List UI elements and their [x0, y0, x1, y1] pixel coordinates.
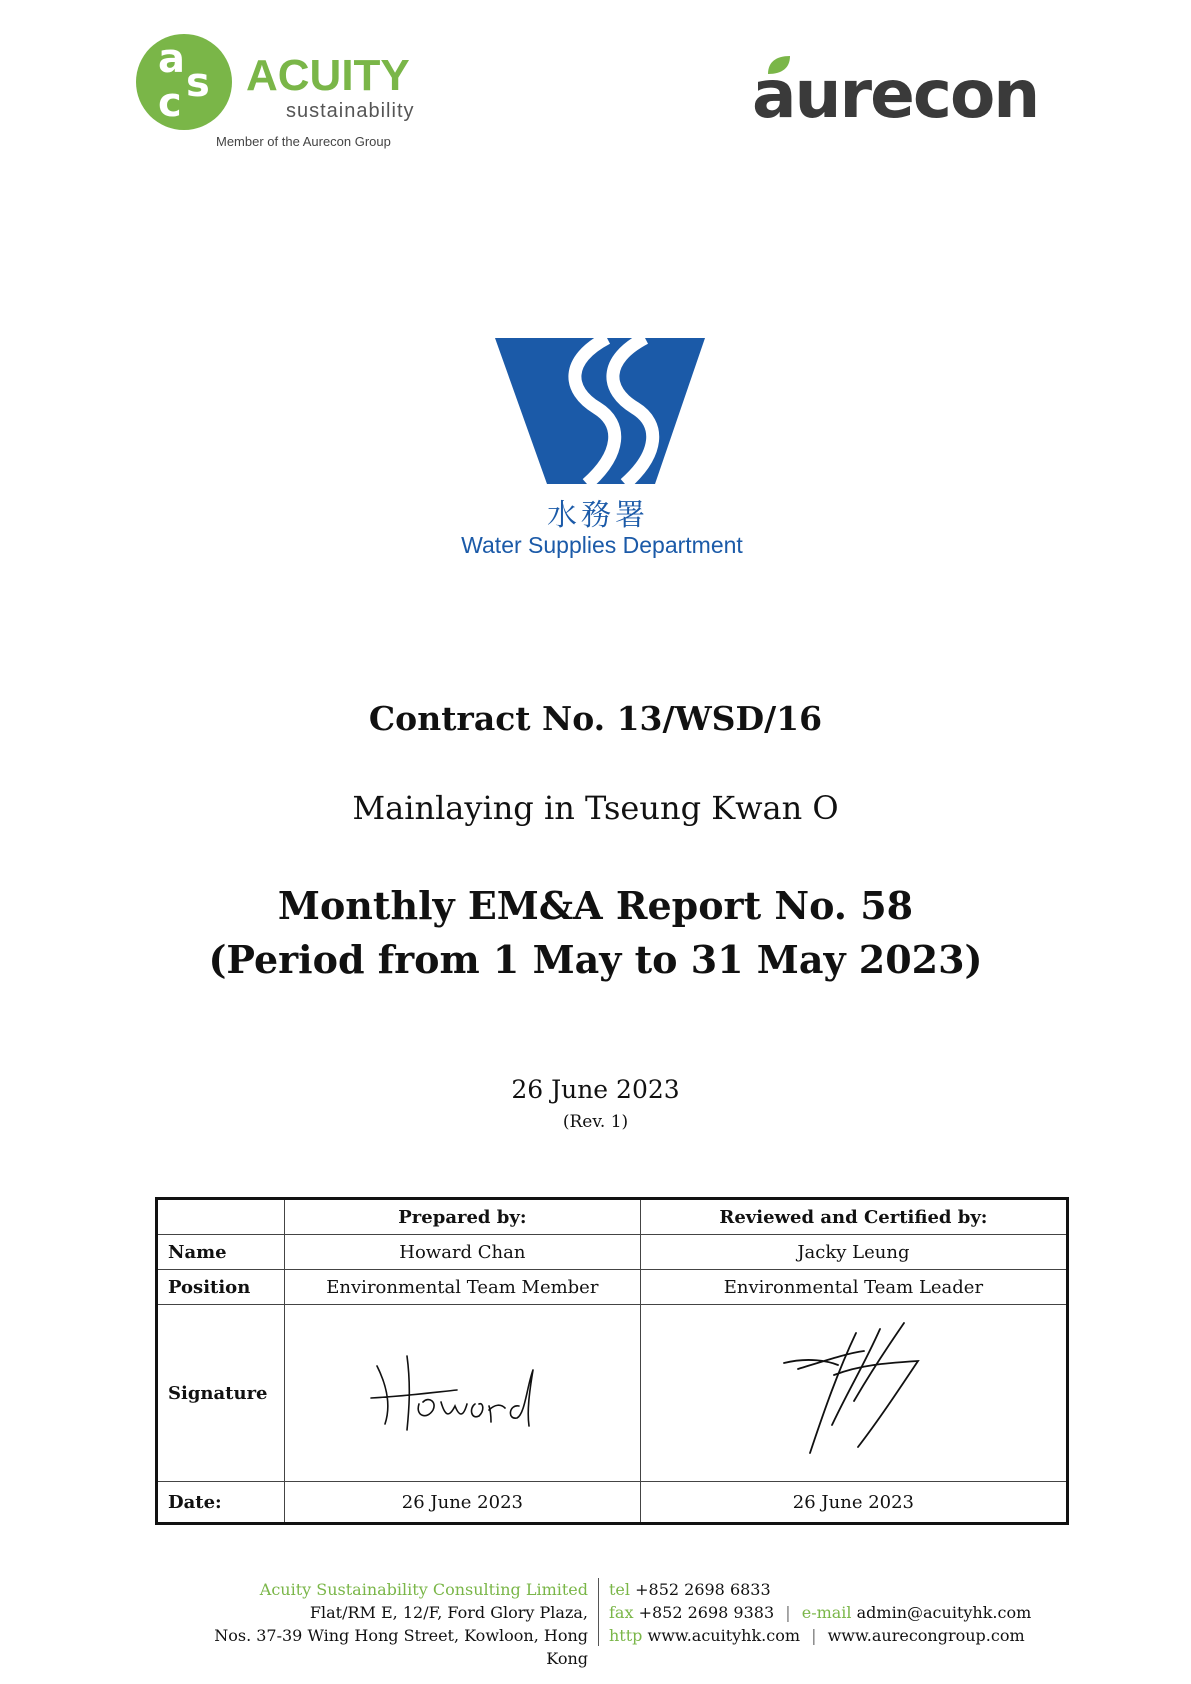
email-value[interactable]: admin@acuityhk.com — [856, 1603, 1032, 1622]
wsd-english-name: Water Supplies Department — [461, 532, 743, 558]
wsd-chinese-name: 水務署 — [547, 498, 649, 533]
footer-address-line-2: Nos. 37-39 Wing Hong Street, Kowloon, Hong Kong — [214, 1626, 588, 1668]
table-row-position — [157, 1270, 1068, 1305]
acuity-wordmark: ACUITY — [246, 51, 410, 100]
wsd-emblem-icon — [495, 338, 705, 486]
row-label-name: Name — [157, 1235, 285, 1270]
footer-web-line — [609, 1624, 1049, 1647]
footer-address-line-1: Flat/RM E, 12/F, Ford Glory Plaza, — [309, 1603, 588, 1622]
footer-company-name: Acuity Sustainability Consulting Limited — [259, 1580, 588, 1599]
footer-tel-line — [609, 1578, 1049, 1601]
report-period: (Period from 1 May to 31 May 2023) — [208, 937, 983, 982]
email-label: e-mail — [801, 1603, 852, 1622]
acuity-subtitle: sustainability — [286, 100, 415, 122]
signoff-table — [155, 1197, 1069, 1525]
row-label-position: Position — [157, 1270, 285, 1305]
prepared-position: Environmental Team Member — [284, 1270, 640, 1305]
monogram-letter-s: s — [186, 60, 210, 106]
project-name: Mainlaying in Tseung Kwan O — [352, 789, 839, 827]
row-label-signature: Signature — [157, 1305, 285, 1482]
header-blank-cell — [157, 1199, 285, 1235]
prepared-name: Howard Chan — [284, 1235, 640, 1270]
header-reviewed-by: Reviewed and Certified by: — [640, 1199, 1067, 1235]
footer-divider — [598, 1578, 599, 1646]
http-label: http — [609, 1626, 643, 1645]
acuity-logo — [136, 34, 426, 154]
monogram-letter-a: a — [158, 36, 185, 82]
reviewed-date: 26 June 2023 — [640, 1482, 1067, 1524]
footer-address-block — [180, 1578, 588, 1670]
report-title: Monthly EM&A Report No. 58 — [277, 883, 914, 928]
table-row-name — [157, 1235, 1068, 1270]
acuity-member-tagline: Member of the Aurecon Group — [216, 134, 391, 149]
prepared-date: 26 June 2023 — [284, 1482, 640, 1524]
handwritten-signature-howard — [367, 1346, 557, 1436]
web-link-acuity[interactable]: www.acuityhk.com — [647, 1626, 801, 1645]
acuity-monogram-icon — [136, 34, 232, 130]
monogram-letter-c: c — [158, 80, 182, 126]
prepared-signature — [284, 1305, 640, 1482]
report-revision: (Rev. 1) — [562, 1112, 629, 1132]
footer-fax-line — [609, 1601, 1049, 1624]
fax-label: fax — [609, 1603, 634, 1622]
table-row-signature — [157, 1305, 1068, 1482]
table-header-row — [157, 1199, 1068, 1235]
web-link-aurecon[interactable]: www.aurecongroup.com — [827, 1626, 1025, 1645]
contract-number: Contract No. 13/WSD/16 — [368, 699, 823, 738]
tel-value: +852 2698 6833 — [635, 1580, 771, 1599]
header-prepared-by: Prepared by: — [284, 1199, 640, 1235]
row-label-date: Date: — [157, 1482, 285, 1524]
reviewed-position: Environmental Team Leader — [640, 1270, 1067, 1305]
footer-contact-block — [609, 1578, 1049, 1647]
wsd-logo — [443, 338, 743, 568]
aurecon-logo — [752, 50, 1072, 140]
report-date: 26 June 2023 — [511, 1075, 680, 1104]
fax-value: +852 2698 9383 — [638, 1603, 775, 1622]
aurecon-wordmark: aurecon — [752, 56, 1039, 133]
separator: | — [785, 1603, 791, 1622]
tel-label: tel — [609, 1580, 631, 1599]
separator: | — [811, 1626, 817, 1645]
table-row-date — [157, 1482, 1068, 1524]
reviewed-signature — [640, 1305, 1067, 1482]
reviewed-name: Jacky Leung — [640, 1235, 1067, 1270]
handwritten-signature-jacky-icon — [768, 1321, 938, 1461]
